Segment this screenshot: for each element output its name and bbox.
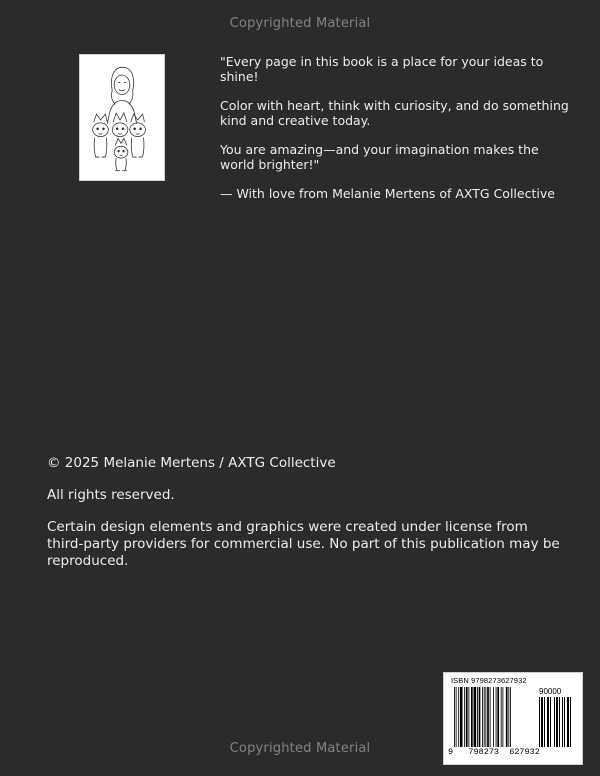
barcode-bar <box>460 687 463 747</box>
author-note-paragraph-2: Color with heart, think with curiosity, and do something kind and creative today. <box>220 98 569 128</box>
author-note-signature: — With love from Melanie Mertens of AXTG Collective <box>220 186 555 201</box>
barcode-bar <box>510 687 511 747</box>
copyright-line: © 2025 Melanie Mertens / AXTG Collective <box>47 455 336 471</box>
barcode-bar <box>471 687 473 747</box>
legal-notice <box>47 455 567 585</box>
barcode-bar <box>490 687 491 747</box>
barcode-bar <box>508 687 509 747</box>
barcode-bar <box>544 697 545 747</box>
barcode-bar <box>556 697 558 747</box>
barcode-bar <box>570 697 571 747</box>
barcode-bar <box>456 687 457 747</box>
barcode-bar <box>496 687 497 747</box>
barcode-bar <box>539 697 540 747</box>
barcode-bar <box>454 687 455 747</box>
barcode-bar <box>502 687 503 747</box>
barcode-bar <box>477 687 478 747</box>
license-paragraph: Certain design elements and graphics were created under license from third-party providers for commercial use. No part of this publication may be reproduced. <box>47 519 560 569</box>
barcode-digits-left: 798273 <box>468 747 500 757</box>
price-barcode <box>539 697 577 747</box>
barcode-bar <box>567 697 569 747</box>
author-portrait-illustration <box>79 54 165 181</box>
barcode-bar <box>466 687 468 747</box>
barcode-bar <box>493 687 494 747</box>
author-note-paragraph-1: "Every page in this book is a place for your ideas to shine! <box>220 54 544 84</box>
author-note-paragraph-3: You are amazing—and your imagination makes the world brighter!" <box>220 142 539 172</box>
isbn-label: ISBN 9798273627932 <box>451 676 527 685</box>
barcode-bar <box>501 687 502 747</box>
barcode-bar <box>458 687 459 747</box>
barcode-bar <box>474 687 477 747</box>
barcode-bar <box>541 697 543 747</box>
barcode-bar <box>487 687 489 747</box>
price-code: 90000 <box>539 687 562 696</box>
barcode-bar <box>497 687 499 747</box>
barcode-bar <box>482 687 483 747</box>
barcode-bar <box>554 697 555 747</box>
barcode-bar <box>464 687 465 747</box>
barcode-bar <box>547 697 549 747</box>
barcode-bar <box>564 697 565 747</box>
watermark-top: Copyrighted Material <box>229 16 371 31</box>
barcode-bar <box>550 697 551 747</box>
ean-barcode <box>454 687 536 747</box>
barcode-bar <box>484 687 485 747</box>
barcode-bar <box>468 687 469 747</box>
rights-line: All rights reserved. <box>47 487 175 503</box>
barcode-bar <box>485 687 486 747</box>
author-note <box>220 54 570 215</box>
barcode-digits-right: 627932 <box>509 747 540 757</box>
barcode-bar <box>562 697 563 747</box>
barcode-digit-lead: 9 <box>448 747 454 757</box>
barcode-bar <box>559 697 560 747</box>
watermark-bottom: Copyrighted Material <box>229 741 371 756</box>
barcode-bar <box>479 687 481 747</box>
barcode-bar <box>506 687 508 747</box>
